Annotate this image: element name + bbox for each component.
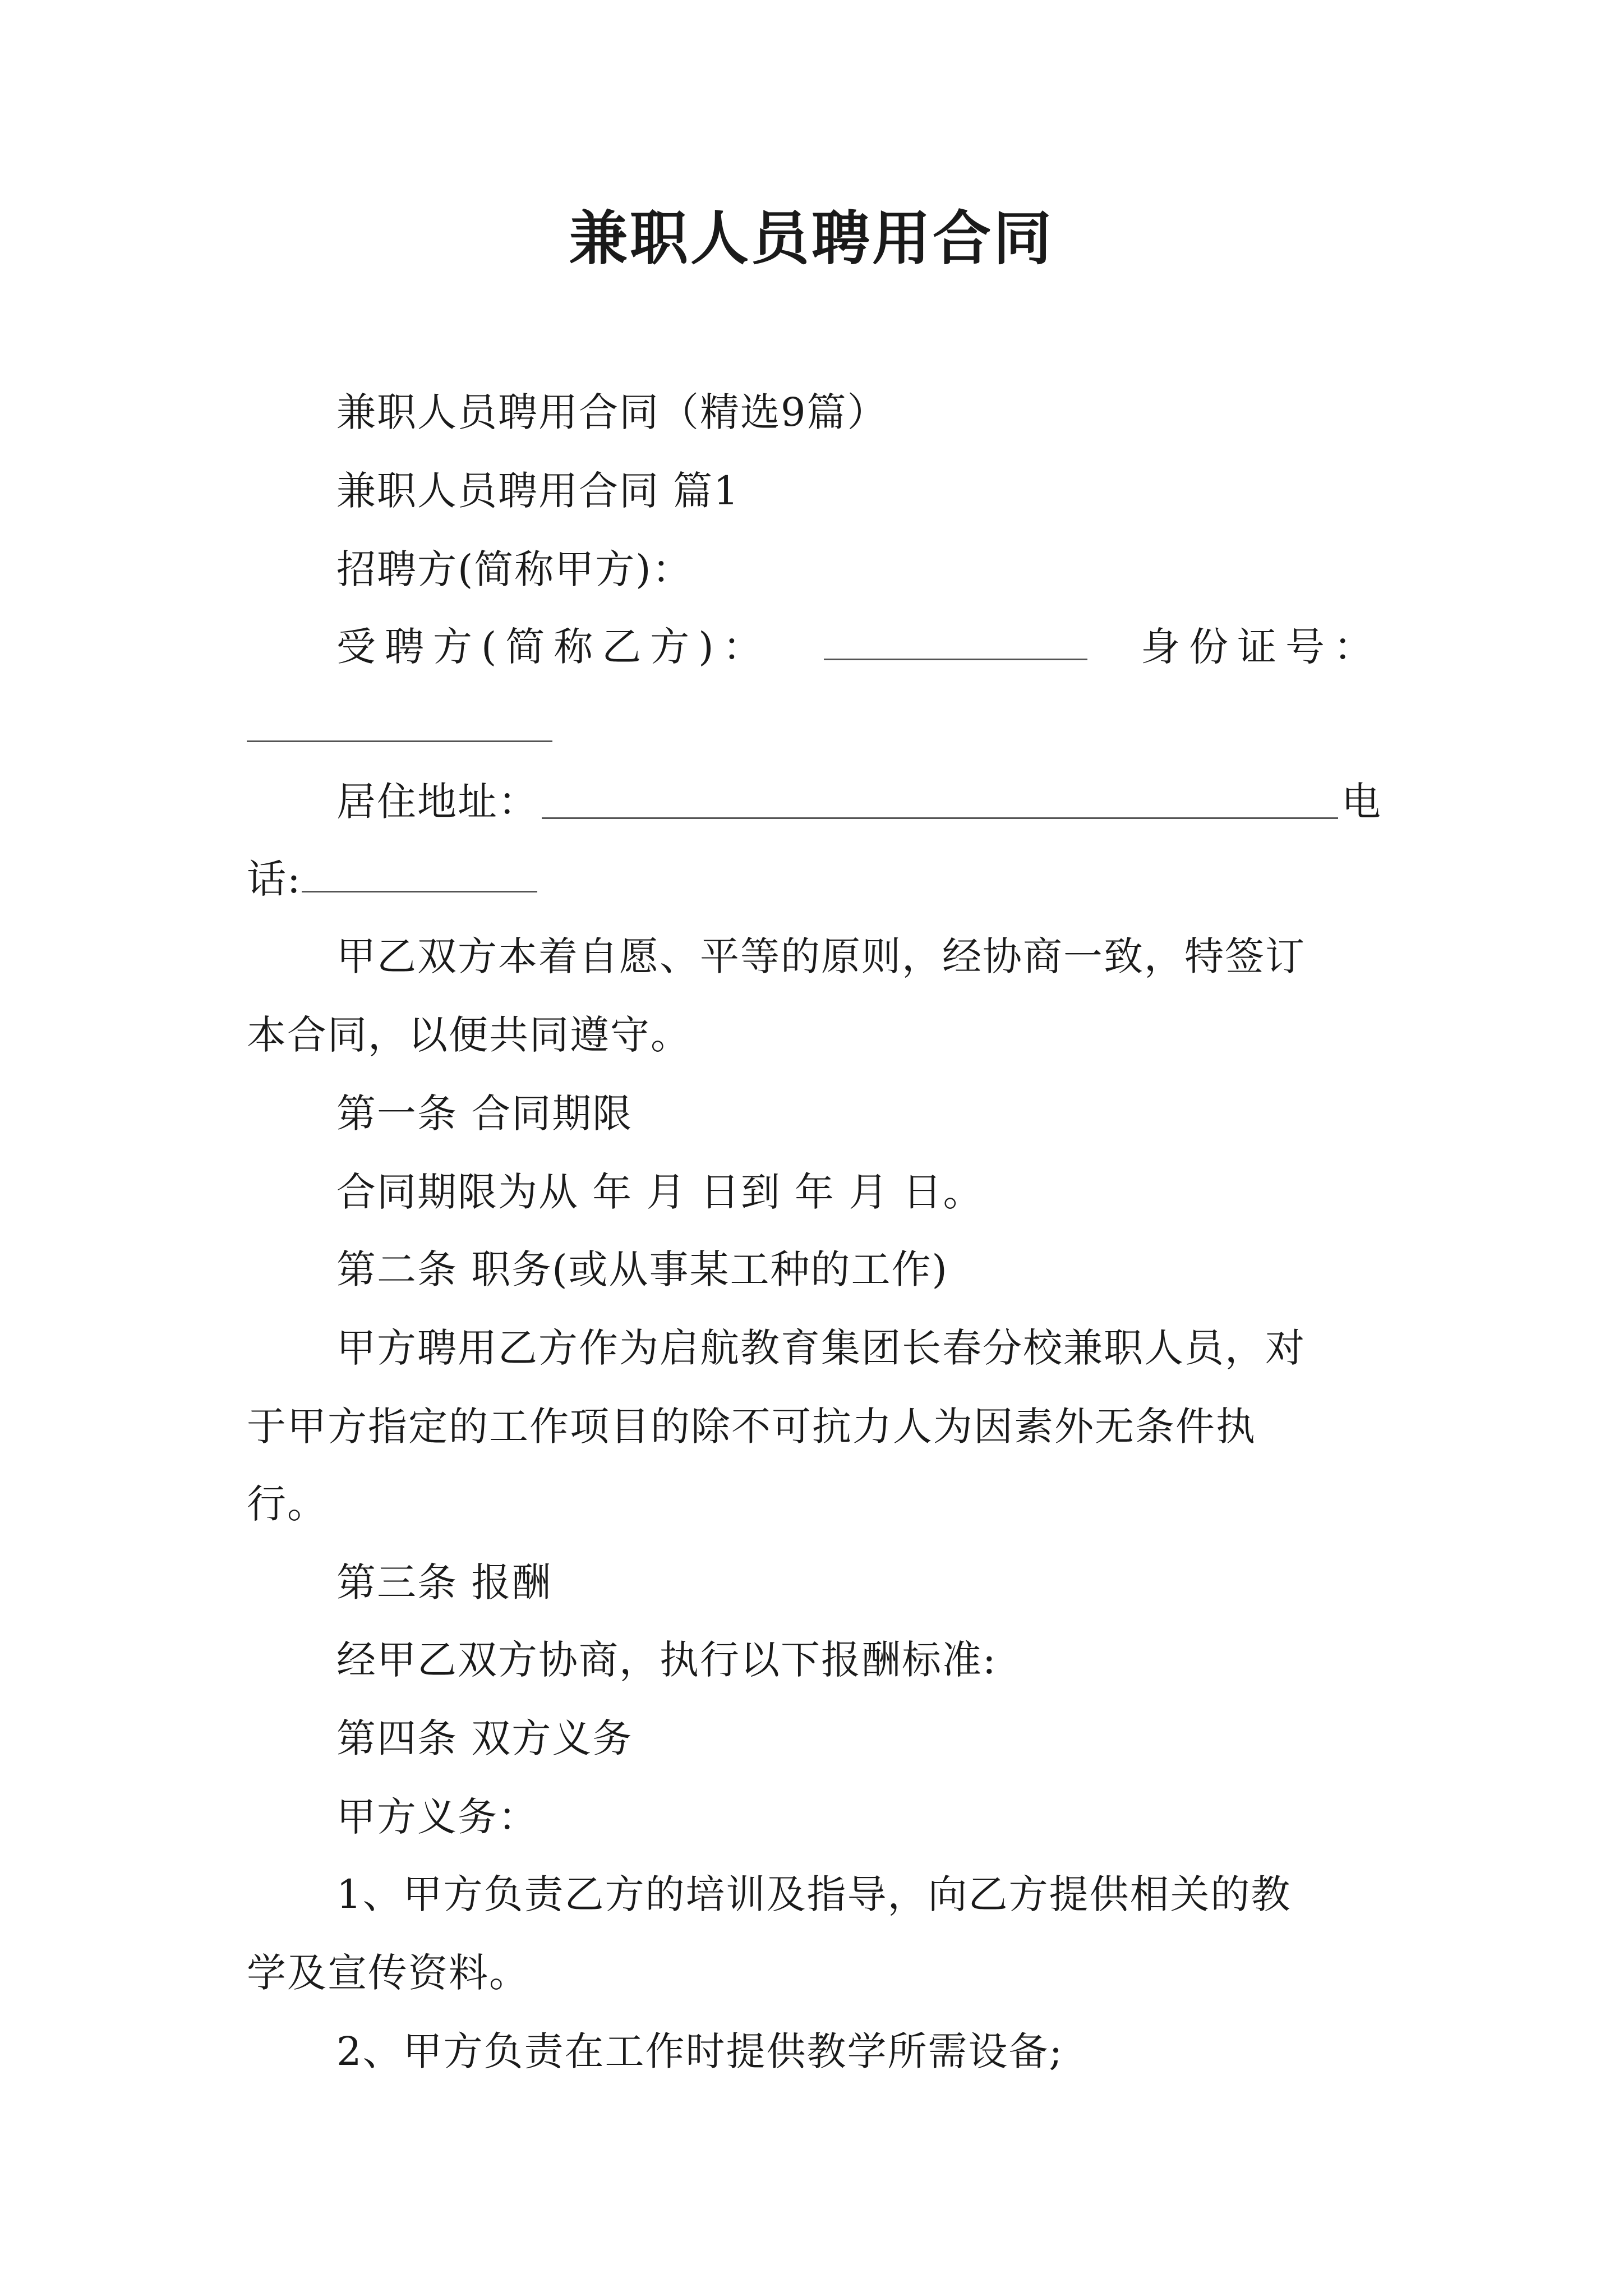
article2-body-line3: 行。: [247, 1481, 328, 1527]
address-line: [336, 776, 1382, 827]
document-subtitle: 兼职人员聘用合同（精选9篇）: [336, 389, 888, 435]
article1-body: 合同期限为从 年 月 日到 年 月 日。: [336, 1169, 984, 1215]
article2-body-line1: 甲方聘用乙方作为启航教育集团长春分校兼职人员，对: [336, 1325, 1306, 1371]
intro-paragraph-line1: 甲乙双方本着自愿、平等的原则，经协商一致，特签订: [336, 933, 1306, 979]
phone-label-b: 话:: [247, 856, 302, 902]
party-a-duties-label: 甲方义务：: [336, 1794, 538, 1840]
duty-item1-line1: 1、甲方负责乙方的培训及指导，向乙方提供相关的教: [336, 1871, 1292, 1917]
id-number-blank[interactable]: [247, 739, 552, 742]
article2-title: 第二条 职务(或从事某工种的工作): [336, 1246, 948, 1292]
id-label: 身份证号：: [1141, 624, 1382, 670]
article4-title: 第四条 双方义务: [336, 1715, 633, 1761]
phone-blank[interactable]: [302, 857, 537, 892]
article1-title: 第一条 合同期限: [336, 1091, 633, 1137]
address-label: 居住地址：: [336, 779, 538, 825]
document-title: 兼职人员聘用合同: [569, 204, 1054, 273]
section-heading: 兼职人员聘用合同 篇1: [336, 468, 740, 514]
article3-title: 第三条 报酬: [336, 1559, 552, 1605]
duty-item2: 2、甲方负责在工作时提供教学所需设备;: [336, 2028, 1064, 2074]
article3-body: 经甲乙双方协商，执行以下报酬标准:: [336, 1637, 997, 1683]
phone-label-a: 电: [1341, 779, 1382, 825]
address-blank[interactable]: [542, 783, 1338, 819]
intro-paragraph-line2: 本合同，以便共同遵守。: [247, 1012, 691, 1058]
article2-body-line2: 于甲方指定的工作项目的除不可抗力人为因素外无条件执: [247, 1404, 1256, 1450]
duty-item1-line2: 学及宣传资料。: [247, 1950, 529, 1996]
employee-name-blank[interactable]: [824, 625, 1087, 660]
employee-id-line: [336, 622, 1382, 672]
phone-line: [247, 854, 537, 904]
employer-label: 招聘方(简称甲方)：: [336, 546, 693, 592]
employee-label: 受聘方(简称乙方)：: [336, 624, 771, 670]
